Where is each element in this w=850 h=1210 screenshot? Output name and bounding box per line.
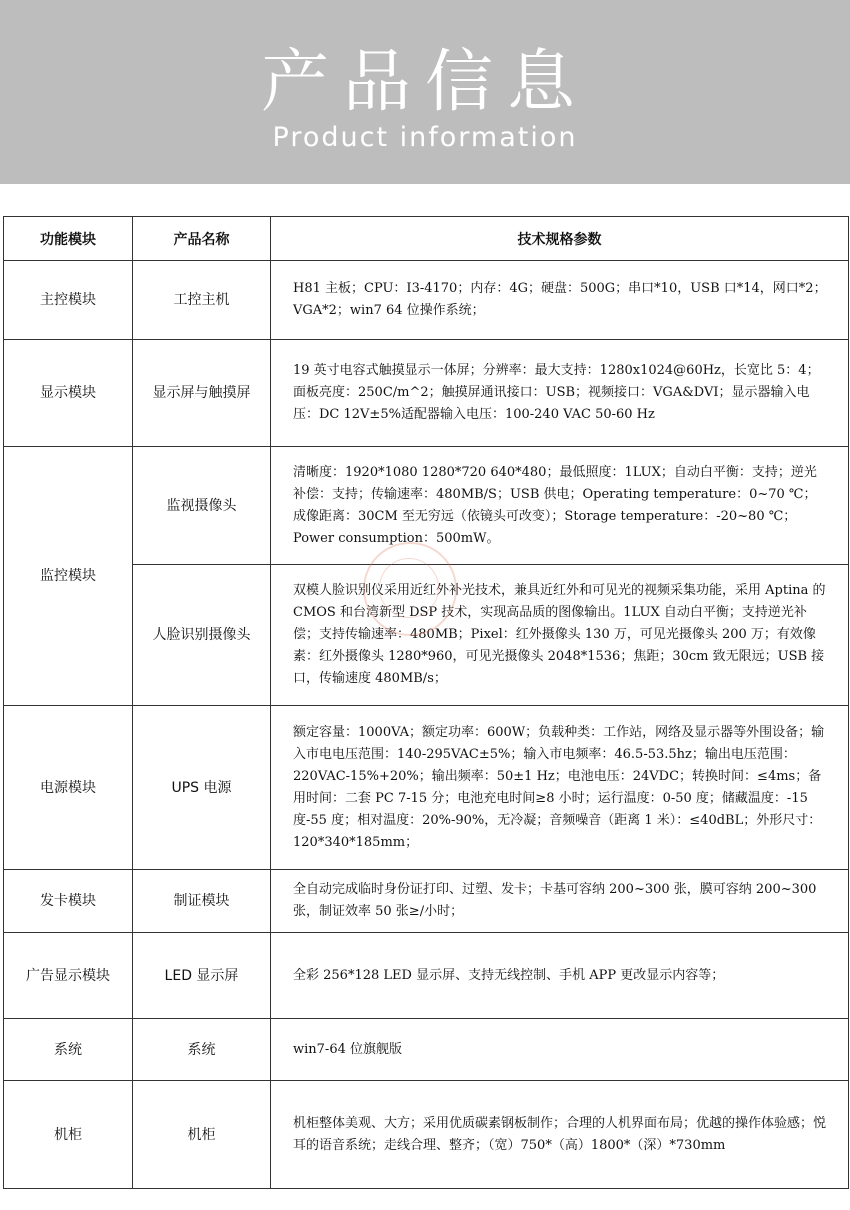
table-header-row (4, 217, 849, 261)
banner-title: 产品信息 (260, 43, 589, 122)
product-cell: 工控主机 (173, 292, 230, 308)
product-cell: 监视摄像头 (166, 497, 237, 514)
table-row (4, 340, 849, 447)
header-product: 产品名称 (133, 217, 271, 261)
spec-table (3, 216, 849, 1189)
header-banner (0, 0, 850, 184)
spec-cell: 清晰度：1920*1080 1280*720 640*480；最低照度：1LUX；自动白平衡：支持；逆光补偿：支持；传输速率：480MB/S；USB 供电；Operating temperature：0~70 ℃；成像距离：30CM 至无穷远（依镜头可改变）；Storage temperature：-20~80 ℃；Power consumption：500mW。 (293, 464, 817, 546)
table-row (4, 1019, 849, 1081)
header-spec: 技术规格参数 (271, 217, 849, 261)
module-cell: 系统 (54, 1041, 82, 1058)
module-cell: 机柜 (54, 1126, 82, 1143)
product-cell: 制证模块 (173, 893, 230, 909)
module-cell: 主控模块 (40, 292, 96, 308)
table-row (4, 870, 849, 933)
spec-cell: win7-64 位旗舰版 (293, 1041, 402, 1057)
banner-subtitle: Product information (272, 122, 578, 153)
module-cell: 监控模块 (40, 568, 96, 584)
spec-cell: 19 英寸电容式触摸显示一体屏；分辨率：最大支持：1280x1024@60Hz，长宽比 5：4；面板亮度：250C/m^2；触摸屏通讯接口：USB；视频接口：VGA&DVI；显示器输入电压：DC 12V±5%适配器输入电压：100-240 VAC 50-60 Hz (293, 363, 820, 422)
spec-cell: H81 主板；CPU：I3-4170；内存：4G；硬盘：500G；串口*10，USB 口*14，网口*2；VGA*2；win7 64 位操作系统； (293, 281, 827, 318)
product-cell: 人脸识别摄像头 (152, 627, 251, 643)
product-cell: 系统 (187, 1041, 216, 1058)
module-cell: 广告显示模块 (26, 967, 110, 984)
module-cell: 显示模块 (40, 385, 96, 401)
spec-cell: 双模人脸识别仪采用近红外补光技术，兼具近红外和可见光的视频采集功能，采用 Aptina 的 CMOS 和台湾新型 DSP 技术，实现高品质的图像输出。1LUX 自动白平衡；支持逆光补偿；支持传输速率：480MB；Pixel：红外摄像头 130 万，可见光摄像头 200 万；有效像素：红外摄像头 1280*960，可见光摄像头 2048*1536；焦距；30cm 致无限远；USB 接口，传输速度 480MB/s； (293, 583, 826, 686)
spec-cell: 全彩 256*128 LED 显示屏、支持无线控制、手机 APP 更改显示内容等； (293, 967, 725, 983)
spec-cell: 全自动完成临时身份证打印、过塑、发卡；卡基可容纳 200~300 张，膜可容纳 200~300 张，制证效率 50 张≥/小时； (293, 882, 817, 919)
product-cell: LED 显示屏 (164, 967, 239, 984)
module-cell: 电源模块 (40, 779, 96, 796)
spec-cell: 额定容量：1000VA；额定功率：600W；负载种类：工作站，网络及显示器等外围设备；输入市电电压范围：140-295VAC±5%；输入市电频率：46.5-53.5hz；输出电压范围：220VAC-15%+20%；输出频率：50±1 Hz；电池电压：24VDC；转换时间：≤4ms；备用时间：二套 PC 7-15 分；电池充电时间≥8 小时；运行温度：0-50 度；储藏温度：-15 度-55 度；相对温度：20%-90%，无冷凝；音频噪音（距离 1 米）：≤40dBL；外形尺寸：120*340*185mm； (293, 724, 825, 850)
product-cell: UPS 电源 (171, 779, 232, 796)
table-row (4, 261, 849, 340)
table-row (4, 706, 849, 870)
spec-cell: 机柜整体美观、大方；采用优质碳素钢板制作；合理的人机界面布局；优越的操作体验感；悦耳的语音系统；走线合理、整齐；（宽）750*（高）1800*（深）*730mm (293, 1115, 827, 1153)
table-row (4, 1081, 849, 1189)
product-cell: 机柜 (187, 1126, 216, 1143)
header-module: 功能模块 (4, 217, 133, 261)
table-row (4, 933, 849, 1019)
product-cell: 显示屏与触摸屏 (152, 385, 251, 401)
watermark-seal (363, 542, 457, 636)
module-cell: 发卡模块 (40, 893, 96, 909)
